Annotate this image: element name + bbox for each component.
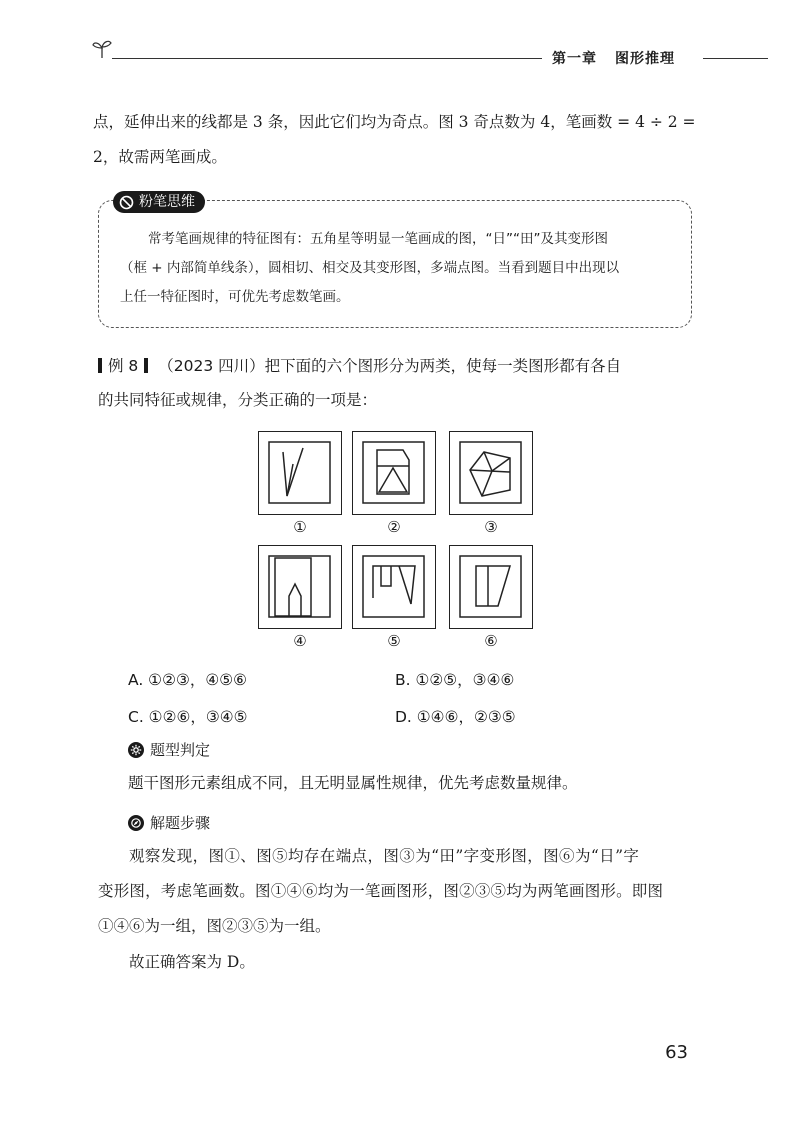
solution-answer: 故正确答案为 D。 [129,953,255,971]
question-stem-line-1: 把下面的六个图形分为两类，使每一类图形都有各自 [264,357,622,375]
tip-line-1: 常考笔画规律的特征图有：五角星等明显一笔画成的图，“日”“田”及其变形图 [148,231,608,247]
tag-bar-right [144,358,148,373]
tip-box-title-text: 粉笔思维 [139,194,195,210]
chapter-title: 图形推理 [615,51,675,67]
question-stem-line-2: 的共同特征或规律，分类正确的一项是： [98,391,378,409]
no-sign-icon [119,195,134,210]
figure-4 [258,545,342,629]
chapter-number: 第一章 [552,51,597,67]
figure-3-label: ③ [484,518,498,536]
chapter-heading [552,48,675,68]
option-d[interactable]: D. ①④⑥，②③⑤ [395,708,516,726]
solution-line-3: ①④⑥为一组，图②③⑤为一组。 [98,917,331,935]
figure-6-label: ⑥ [484,632,498,650]
header-rule-left [112,58,542,59]
header-rule-right [703,58,768,59]
solution-line-2: 变形图，考虑笔画数。图①④⑥均为一笔画图形，图②③⑤均为两笔画图形。即图 [98,882,664,900]
option-a[interactable]: A. ①②③，④⑤⑥ [128,671,248,689]
tip-box-title [113,191,205,213]
figure-1-label: ① [293,518,307,536]
figure-5 [352,545,436,629]
figure-2 [352,431,436,515]
figure-3 [449,431,533,515]
type-heading [128,739,210,760]
option-b[interactable]: B. ①②⑤，③④⑥ [395,671,515,689]
figure-1 [258,431,342,515]
intro-line-2: 2，故需两笔画成。 [93,148,227,166]
gear-icon [128,742,144,758]
option-c[interactable]: C. ①②⑥，③④⑤ [128,708,248,726]
compass-icon [128,815,144,831]
solution-heading [128,812,210,833]
intro-line-1: 点，延伸出来的线都是 3 条，因此它们均为奇点。图 3 奇点数为 4，笔画数 = 4 ÷ 2 = [93,113,696,131]
solution-line-1: 观察发现，图①、图⑤均存在端点，图③为“田”字变形图，图⑥为“日”字 [129,847,640,865]
tip-line-3: 上任一特征图时，可优先考虑数笔画。 [120,289,350,305]
solution-heading-text: 解题步骤 [150,814,211,832]
question-source: （2023 四川） [158,357,265,375]
figure-5-label: ⑤ [387,632,401,650]
figure-4-label: ④ [293,632,307,650]
question-tag: 例 8 [108,357,139,375]
type-heading-text: 题型判定 [150,741,211,759]
figure-6 [449,545,533,629]
page-number: 63 [665,1042,688,1063]
question-stem [98,352,698,380]
figure-2-label: ② [387,518,401,536]
type-text: 题干图形元素组成不同，且无明显属性规律，优先考虑数量规律。 [128,774,578,792]
tip-line-2: （框 + 内部简单线条），圆相切、相交及其变形图，多端点图。当看到题目中出现以 [120,260,620,276]
sprout-icon [90,36,114,60]
tag-bar-left [98,358,102,373]
